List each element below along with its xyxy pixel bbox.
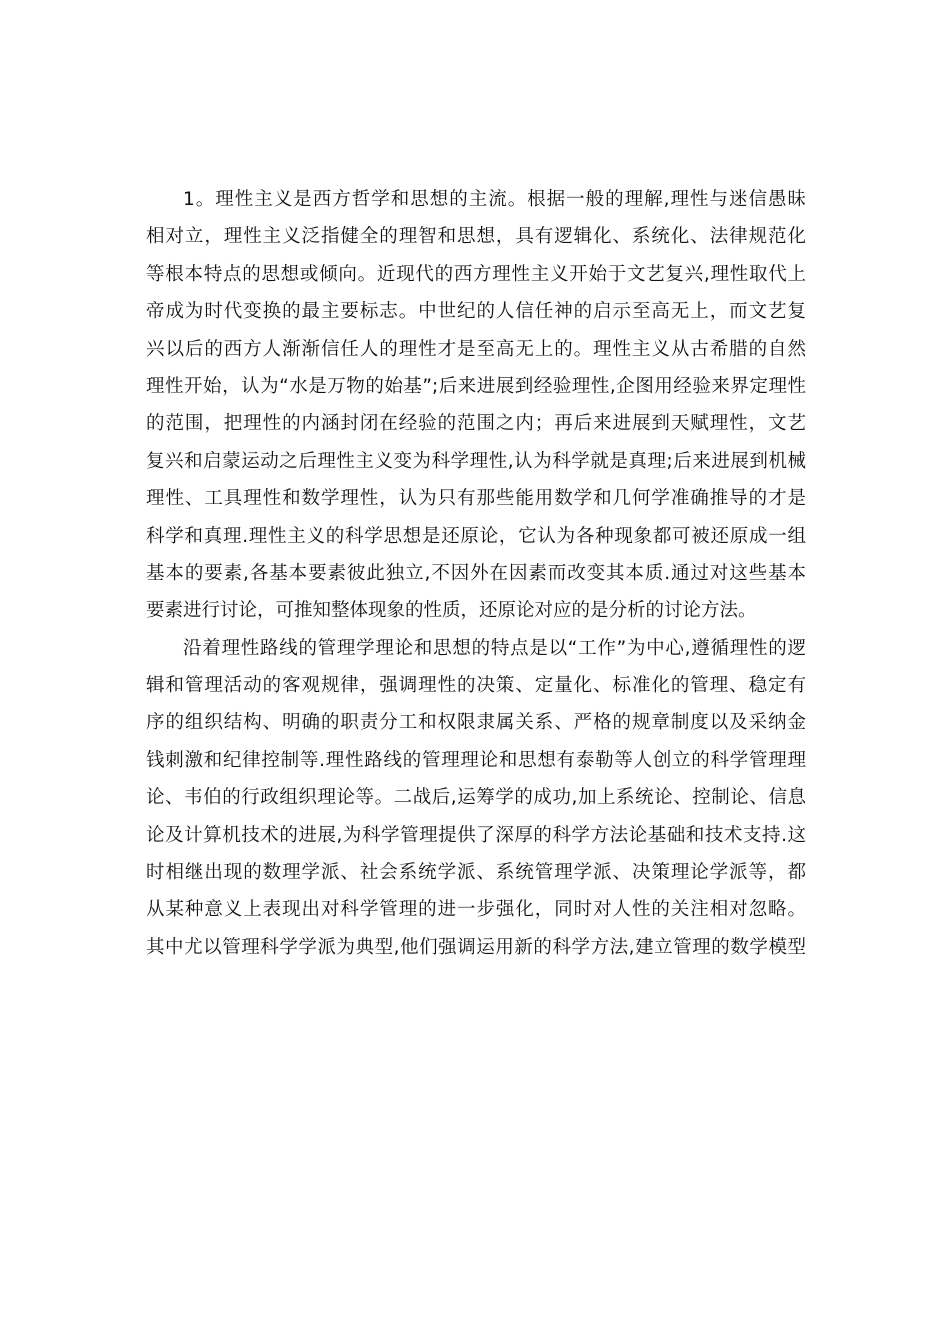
- text-line: 1。理性主义是西方哲学和思想的主流。根据一般的理解,理性与迷信愚昧: [183, 189, 806, 210]
- text-line: 等根本特点的思想或倾向。近现代的西方理性主义开始于文艺复兴,理性取代上: [146, 263, 806, 285]
- document-body: [146, 181, 806, 966]
- paragraph-management-theory: [146, 630, 806, 967]
- text-line: 论、韦伯的行政组织理论等。二战后,运筹学的成功,加上系统论、控制论、信息: [146, 787, 806, 809]
- text-line: 的范围，把理性的内涵封闭在经验的范围之内；再后来进展到天赋理性，文艺: [146, 413, 806, 435]
- text-line: 复兴和启蒙运动之后理性主义变为科学理性,认为科学就是真理;后来进展到机械: [146, 450, 806, 472]
- text-line: 时相继出现的数理学派、社会系统学派、系统管理学派、决策理论学派等，都: [146, 862, 806, 884]
- text-line: 基本的要素,各基本要素彼此独立,不因外在因素而改变其本质.通过对这些基本: [146, 562, 806, 584]
- text-line: 相对立，理性主义泛指健全的理智和思想，具有逻辑化、系统化、法律规范化: [146, 226, 806, 248]
- text-line: 科学和真理.理性主义的科学思想是还原论，它认为各种现象都可被还原成一组: [146, 525, 806, 547]
- text-line: 辑和管理活动的客观规律，强调理性的决策、定量化、标准化的管理、稳定有: [146, 675, 806, 697]
- text-line: 钱刺激和纪律控制等.理性路线的管理理论和思想有泰勒等人创立的科学管理理: [146, 749, 806, 771]
- text-line: 兴以后的西方人渐渐信任人的理性才是至高无上的。理性主义从古希腊的自然: [146, 338, 806, 360]
- text-line: 要素进行讨论，可推知整体现象的性质，还原论对应的是分析的讨论方法。: [146, 600, 757, 622]
- text-line: 帝成为时代变换的最主要标志。中世纪的人信任神的启示至高无上，而文艺复: [146, 301, 806, 323]
- text-line: 理性、工具理性和数学理性，认为只有那些能用数学和几何学准确推导的才是: [146, 488, 806, 510]
- text-line: 沿着理性路线的管理学理论和思想的特点是以“工作”为中心,遵循理性的逻: [183, 637, 806, 659]
- text-line: 其中尤以管理科学学派为典型,他们强调运用新的科学方法,建立管理的数学模型: [146, 936, 806, 958]
- text-line: 序的组织结构、明确的职责分工和权限隶属关系、严格的规章制度以及采纳金: [146, 712, 806, 734]
- text-line: 从某种意义上表现出对科学管理的进一步强化，同时对人性的关注相对忽略。: [146, 899, 806, 921]
- text-line: 论及计算机技术的进展,为科学管理提供了深厚的科学方法论基础和技术支持.这: [146, 824, 806, 846]
- text-line: 理性开始，认为“水是万物的始基”;后来进展到经验理性,企图用经验来界定理性: [146, 375, 806, 397]
- paragraph-rationalism: [146, 181, 806, 630]
